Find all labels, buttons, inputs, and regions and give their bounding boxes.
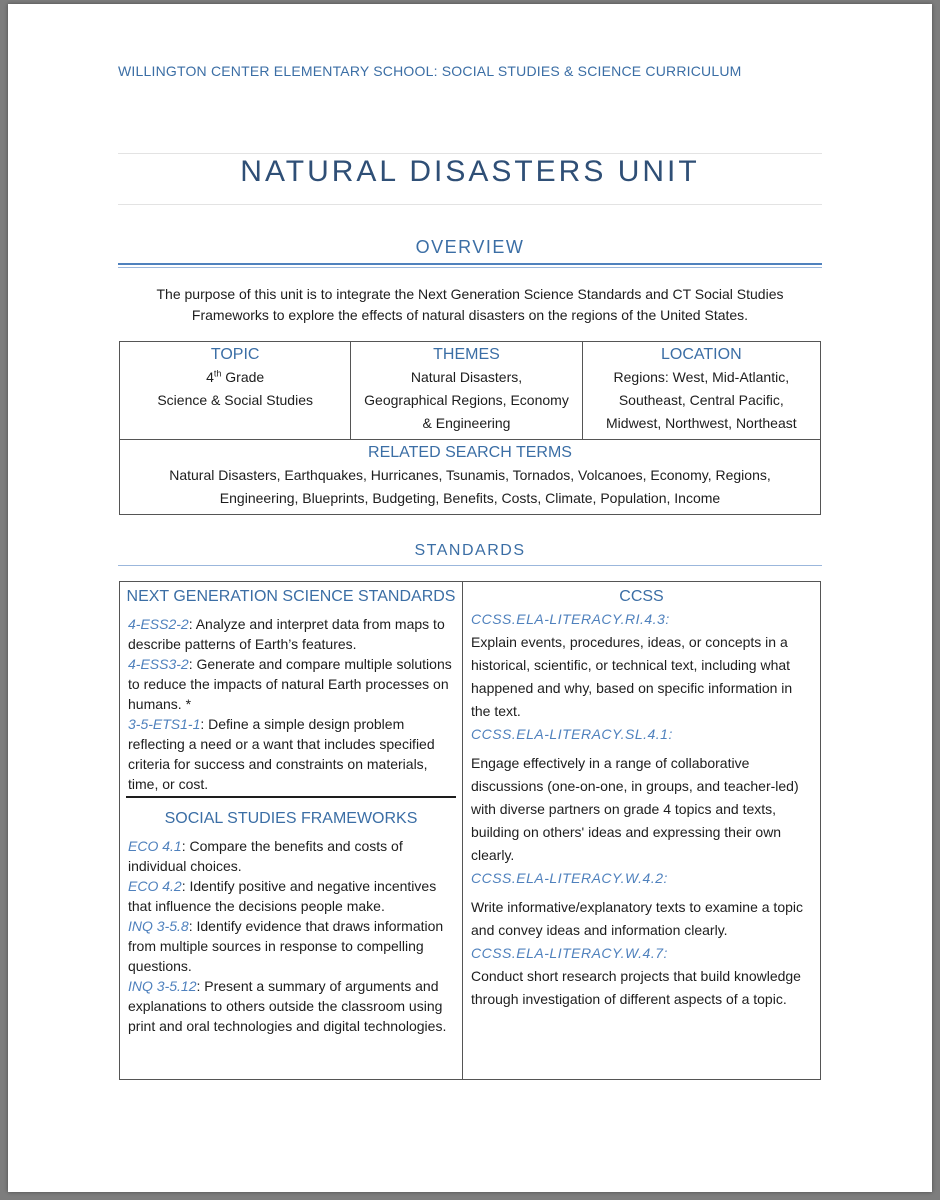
- ccss-code: CCSS.ELA-LITERACY.W.4.2:: [471, 870, 668, 886]
- location-cell: [582, 342, 820, 440]
- standards-table: [119, 581, 821, 1080]
- location-label: LOCATION: [661, 346, 742, 363]
- ccss-heading: CCSS: [619, 588, 664, 605]
- location-line: Southeast, Central Pacific,: [618, 392, 784, 408]
- topic-grade: 4th Grade: [206, 368, 265, 385]
- ssf-item: INQ 3-5.8: Identify evidence that draws information from multiple sources in response to compelling questions.: [128, 918, 444, 974]
- location-line: Midwest, Northwest, Northeast: [606, 415, 797, 431]
- ssf-item: ECO 4.1: Compare the benefits and costs of individual choices.: [128, 838, 403, 874]
- ccss-code: CCSS.ELA-LITERACY.RI.4.3:: [471, 611, 670, 627]
- themes-label: THEMES: [433, 346, 500, 363]
- search-terms-line: Natural Disasters, Earthquakes, Hurricanes, Tsunamis, Tornados, Volcanoes, Economy, Regions,: [169, 467, 771, 483]
- standard-code: INQ 3-5.8: [128, 918, 189, 934]
- document-page: [8, 4, 932, 1192]
- left-standards-cell: [120, 582, 463, 1080]
- school-header: WILLINGTON CENTER ELEMENTARY SCHOOL: SOCIAL STUDIES & SCIENCE CURRICULUM: [118, 63, 742, 79]
- overview-heading: OVERVIEW: [415, 237, 525, 257]
- ngss-list: [120, 608, 462, 794]
- search-terms-cell: [120, 440, 821, 515]
- ccss-code: CCSS.ELA-LITERACY.SL.4.1:: [471, 726, 673, 742]
- ccss-text: Explain events, procedures, ideas, or concepts in a historical, scientific, or technical text, including what happened and why, based on specific information in the text.: [471, 634, 793, 719]
- topic-subject: Science & Social Studies: [157, 392, 313, 408]
- ccss-code: CCSS.ELA-LITERACY.W.4.7:: [471, 945, 668, 961]
- ccss-list: [463, 608, 820, 1011]
- ccss-text: Engage effectively in a range of collaborative discussions (one-on-one, in groups, and teacher-led) with diverse partners on grade 4 topics and texts, building on others' ideas and expressing their own clearly.: [471, 755, 799, 863]
- ssf-item: ECO 4.2: Identify positive and negative incentives that influence the decisions people make.: [128, 878, 437, 914]
- overview-rule: [118, 263, 822, 268]
- page-title: NATURAL DISASTERS UNIT: [240, 155, 700, 188]
- location-line: Regions: West, Mid-Atlantic,: [613, 369, 790, 385]
- section-separator: [126, 796, 456, 798]
- themes-line: Geographical Regions, Economy: [364, 392, 569, 408]
- themes-line: Natural Disasters,: [410, 369, 523, 385]
- ccss-cell: [463, 582, 821, 1080]
- topic-label: TOPIC: [210, 346, 260, 363]
- topic-cell: [120, 342, 351, 440]
- ssf-list: [120, 830, 462, 1036]
- unit-info-table: [119, 341, 821, 515]
- ssf-heading: SOCIAL STUDIES FRAMEWORKS: [164, 810, 418, 827]
- ccss-text: Conduct short research projects that build knowledge through investigation of different aspects of a topic.: [471, 968, 801, 1007]
- title-top-rule: [118, 153, 822, 154]
- themes-line: & Engineering: [422, 415, 511, 431]
- standard-code: 4-ESS3-2: [128, 656, 189, 672]
- search-terms-label: RELATED SEARCH TERMS: [368, 444, 572, 461]
- standards-heading: STANDARDS: [414, 542, 526, 559]
- standard-code: 4-ESS2-2: [128, 616, 189, 632]
- title-bottom-rule: [118, 204, 822, 205]
- standard-code: ECO 4.2: [128, 878, 182, 894]
- standard-code: ECO 4.1: [128, 838, 182, 854]
- ngss-item: 3-5-ETS1-1: Define a simple design problem reflecting a need or a want that includes specified criteria for success and constraints on materials, time, or cost.: [128, 716, 435, 792]
- ngss-item: 4-ESS3-2: Generate and compare multiple solutions to reduce the impacts of natural Earth processes on humans. *: [128, 656, 452, 712]
- overview-text: The purpose of this unit is to integrate the Next Generation Science Standards and CT Social Studies Frameworks to explore the effects of natural disasters on the regions of the United States.: [156, 286, 784, 323]
- standard-code: 3-5-ETS1-1: [128, 716, 201, 732]
- ngss-item: 4-ESS2-2: Analyze and interpret data from maps to describe patterns of Earth’s features.: [128, 616, 445, 652]
- search-terms-line: Engineering, Blueprints, Budgeting, Benefits, Costs, Climate, Population, Income: [219, 490, 721, 506]
- ssf-item: INQ 3-5.12: Present a summary of arguments and explanations to others outside the classroom using print and oral technologies and digital technologies.: [128, 978, 447, 1034]
- standard-code: INQ 3-5.12: [128, 978, 197, 994]
- themes-cell: [351, 342, 582, 440]
- standards-rule: [118, 565, 822, 566]
- ccss-text: Write informative/explanatory texts to examine a topic and convey ideas and information clearly.: [471, 899, 804, 938]
- ngss-heading: NEXT GENERATION SCIENCE STANDARDS: [126, 588, 456, 605]
